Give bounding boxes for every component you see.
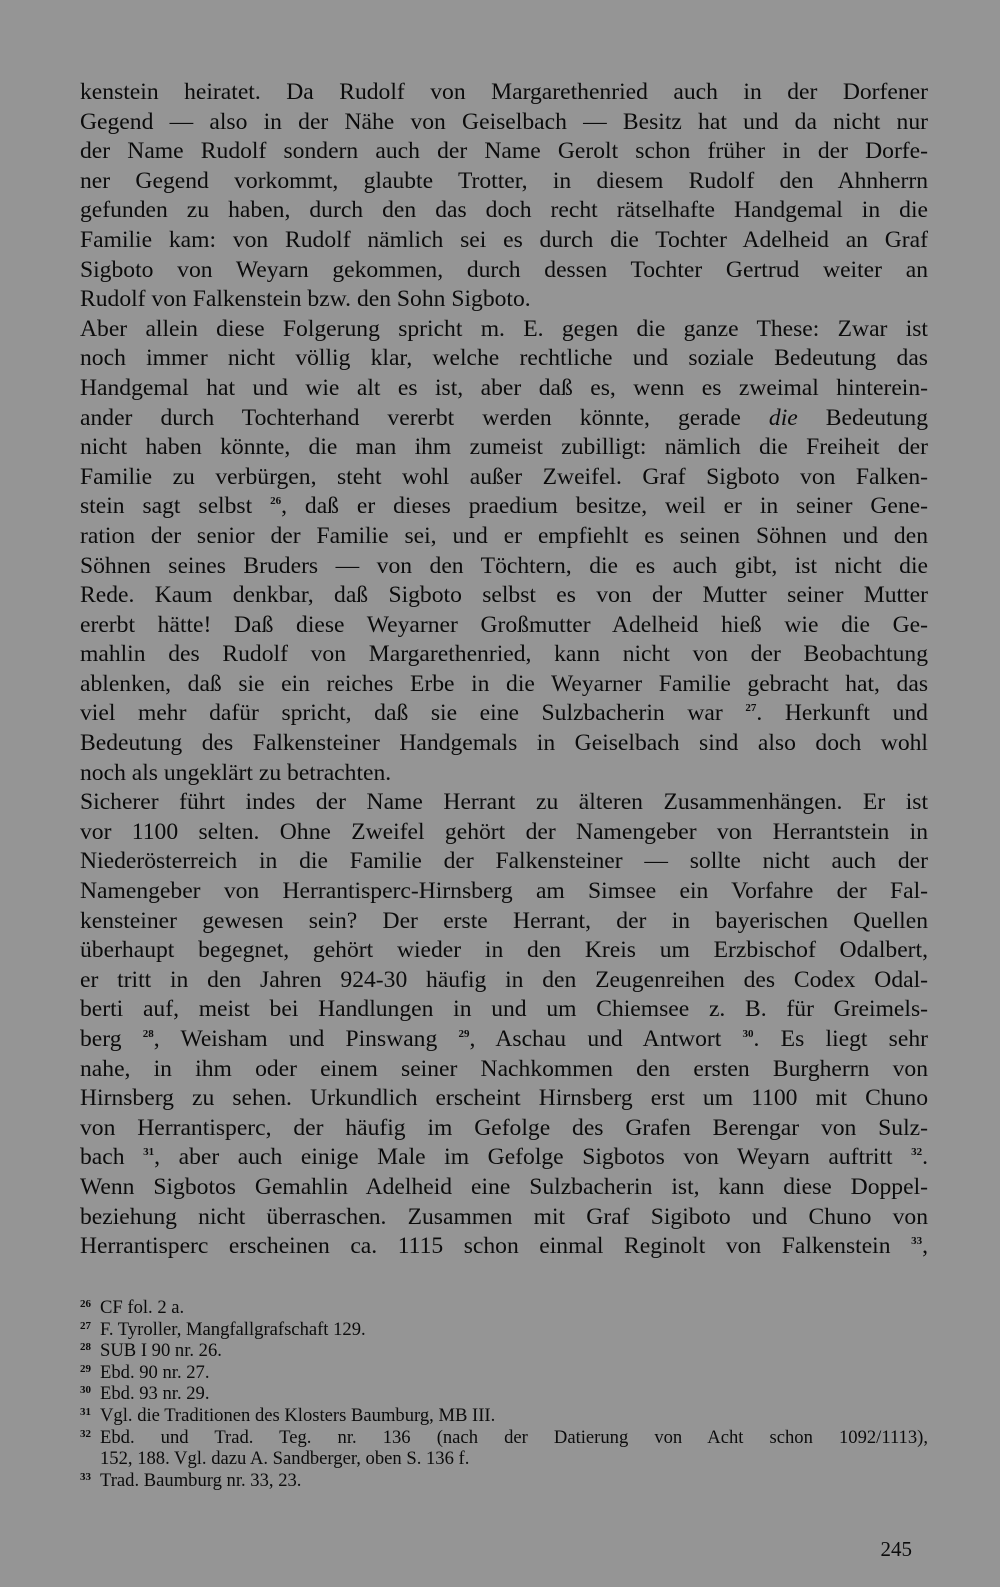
- footnote-text: SUB I 90 nr. 26.: [100, 1340, 222, 1362]
- footnote-text: Ebd. und Trad. Teg. nr. 136 (nach der Datierung von Acht schon 1092/1113),: [100, 1426, 928, 1448]
- text-segment: . Herkunft und: [756, 700, 928, 727]
- text-segment: kensteiner gewesen sein? Der erste Herrant, der in bayerischen Quellen: [80, 907, 928, 934]
- footnote: 27 F. Tyroller, Mangfallgrafschaft 129.: [80, 1318, 366, 1340]
- text-line: [80, 699, 928, 729]
- text-segment: Familie zu verbürgen, steht wohl außer Zweifel. Graf Sigboto von Falken-: [80, 463, 928, 490]
- footnote-ref: 27: [745, 702, 757, 715]
- text-segment: , Aschau und Antwort: [469, 1026, 743, 1052]
- footnote-ref: 30: [742, 1028, 754, 1040]
- text-segment: Aber allein diese Folgerung spricht m. E. gegen die ganze These: Zwar ist: [80, 315, 928, 342]
- text-line: [80, 226, 928, 256]
- text-line: [80, 1025, 928, 1055]
- text-segment: er tritt in den Jahren 924-30 häufig in den Zeugenreihen des Codex Odal-: [80, 966, 928, 993]
- footnote-ref: 32: [911, 1146, 923, 1159]
- body-text: [80, 78, 928, 1262]
- text-segment: , daß er dieses praedium besitze, weil er in seiner Gene-: [281, 493, 928, 520]
- text-segment: Herrantisperc erscheinen ca. 1115 schon einmal Reginolt von Falkenstein: [80, 1233, 912, 1260]
- text-line: [80, 256, 928, 286]
- text-line: [80, 344, 928, 374]
- text-line: [80, 729, 928, 759]
- footnote-text: 152, 188. Vgl. dazu A. Sandberger, oben S. 136 f.: [100, 1448, 470, 1470]
- text-line: [80, 1055, 928, 1085]
- text-line: [80, 196, 928, 226]
- text-line: [80, 552, 928, 582]
- text-segment: ,: [922, 1233, 928, 1260]
- text-segment: Hirnsberg zu sehen. Urkundlich erscheint Hirnsberg erst um 1100 mit Chuno: [80, 1085, 928, 1112]
- page-number: 245: [880, 1537, 912, 1561]
- footnotes: [80, 1297, 928, 1491]
- text-segment: Sigboto von Weyarn gekommen, durch dessen Tochter Gertrud weiter an: [80, 256, 928, 283]
- footnote-ref: 28: [142, 1028, 154, 1040]
- text-segment: ration der senior der Familie sei, und er empfiehlt es seinen Söhnen und den: [80, 522, 928, 549]
- text-line: [80, 788, 928, 818]
- footnote-ref: 33: [911, 1235, 923, 1248]
- text-line: [80, 433, 928, 463]
- text-line: [80, 78, 928, 108]
- text-line: [80, 966, 928, 996]
- footnote-ref: 31: [143, 1146, 155, 1159]
- text-segment: noch als ungeklärt zu betrachten.: [80, 759, 392, 786]
- text-segment: Niederösterreich in die Familie der Falkensteiner — sollte nicht auch der: [80, 848, 928, 875]
- text-line: [80, 492, 928, 522]
- text-line: [80, 581, 928, 611]
- text-segment: gefunden zu haben, durch den das doch recht rätselhafte Handgemal in die: [80, 197, 928, 224]
- footnote: 26 CF fol. 2 a.: [80, 1297, 185, 1318]
- text-segment: ererbt hätte! Daß diese Weyarner Großmutter Adelheid hieß wie die Ge-: [80, 611, 928, 638]
- footnote-text: Trad. Baumburg nr. 33, 23.: [100, 1469, 302, 1491]
- footnote: [80, 1448, 928, 1470]
- text-segment: Handgemal hat und wie alt es ist, aber daß es, wenn es zweimal hinterein-: [80, 374, 928, 401]
- text-segment: , aber auch einige Male im Gefolge Sigbotos von Weyarn auftritt: [154, 1144, 912, 1171]
- text-segment: Wenn Sigbotos Gemahlin Adelheid eine Sulzbacherin ist, kann diese Doppel-: [80, 1173, 928, 1200]
- footnote-ref: 29: [458, 1028, 470, 1040]
- text-line: [80, 907, 928, 937]
- text-segment: beziehung nicht überraschen. Zusammen mit Graf Sigiboto und Chuno von: [80, 1203, 928, 1230]
- text-segment: . Es liegt sehr: [753, 1026, 928, 1052]
- text-line: [80, 108, 928, 138]
- text-line: [80, 374, 928, 404]
- text-line: [80, 1173, 928, 1203]
- text-line: [80, 847, 928, 877]
- emphasis-text: die: [768, 404, 798, 431]
- text-segment: berg: [80, 1026, 143, 1052]
- text-line: [80, 463, 928, 493]
- text-line: [80, 877, 928, 907]
- text-segment: kenstein heiratet. Da Rudolf von Margarethenried auch in der Dorfener: [80, 79, 928, 105]
- text-line: [80, 1114, 928, 1144]
- text-line: [80, 137, 928, 167]
- text-segment: von Herrantisperc, der häufig im Gefolge des Grafen Berengar von Sulz-: [80, 1114, 928, 1141]
- text-segment: Namengeber von Herrantisperc-Hirnsberg am Simsee ein Vorfahre der Fal-: [80, 878, 928, 905]
- text-line: [80, 995, 928, 1025]
- text-line: [80, 167, 928, 197]
- text-segment: vor 1100 selten. Ohne Zweifel gehört der Namengeber von Herrantstein in: [80, 818, 928, 845]
- text-segment: nicht haben könnte, die man ihm zumeist zubilligt: nämlich die Freiheit der: [80, 434, 928, 461]
- footnote: 31 Vgl. die Traditionen des Klosters Baumburg, MB III.: [80, 1404, 496, 1426]
- text-line: [80, 670, 928, 700]
- text-segment: der Name Rudolf sondern auch der Name Gerolt schon früher in der Dorfe-: [80, 138, 928, 165]
- text-segment: Bedeutung des Falkensteiner Handgemals in Geiselbach sind also doch wohl: [80, 730, 928, 757]
- text-segment: berti auf, meist bei Handlungen in und um Chiemsee z. B. für Greimels-: [80, 996, 928, 1023]
- text-line: [80, 1232, 928, 1262]
- text-segment: bach: [80, 1144, 144, 1171]
- footnote-text: CF fol. 2 a.: [100, 1297, 185, 1318]
- text-segment: ablenken, daß sie ein reiches Erbe in die Weyarner Familie gebracht hat, das: [80, 670, 928, 697]
- text-segment: ner Gegend vorkommt, glaubte Trotter, in diesem Rudolf den Ahnherrn: [80, 167, 928, 194]
- text-segment: Gegend — also in der Nähe von Geiselbach — Besitz hat und da nicht nur: [80, 108, 928, 135]
- text-line: [80, 936, 928, 966]
- text-segment: Familie kam: von Rudolf nämlich sei es durch die Tochter Adelheid an Graf: [80, 226, 928, 253]
- text-segment: mahlin des Rudolf von Margarethenried, kann nicht von der Beobachtung: [80, 641, 928, 668]
- footnote-text: Vgl. die Traditionen des Klosters Baumburg, MB III.: [100, 1404, 496, 1426]
- footnote-text: Ebd. 90 nr. 27.: [100, 1361, 210, 1383]
- text-segment: überhaupt begegnet, gehört wieder in den Kreis um Erzbischof Odalbert,: [80, 937, 928, 964]
- text-line: [80, 1143, 928, 1173]
- text-segment: Bedeutung: [797, 404, 928, 431]
- footnote: 33 Trad. Baumburg nr. 33, 23.: [80, 1469, 302, 1491]
- footnote: 30 Ebd. 93 nr. 29.: [80, 1383, 210, 1405]
- text-segment: nahe, in ihm oder einem seiner Nachkommen den ersten Burgherrn von: [80, 1055, 928, 1082]
- text-line: [80, 818, 928, 848]
- text-line: [80, 640, 928, 670]
- text-segment: Söhnen seines Bruders — von den Töchtern, die es auch gibt, ist nicht die: [80, 552, 928, 579]
- text-line: [80, 404, 928, 434]
- text-segment: ander durch Tochterhand vererbt werden könnte, gerade: [80, 404, 769, 431]
- footnote: 28 SUB I 90 nr. 26.: [80, 1340, 222, 1362]
- footnote-ref: 26: [270, 495, 282, 508]
- text-line: [80, 522, 928, 552]
- text-segment: noch immer nicht völlig klar, welche rechtliche und soziale Bedeutung das: [80, 345, 928, 372]
- text-segment: stein sagt selbst: [80, 493, 271, 520]
- text-line: [80, 759, 928, 789]
- text-line: [80, 315, 928, 345]
- text-segment: Rudolf von Falkenstein bzw. den Sohn Sigboto.: [80, 286, 531, 313]
- text-line: [80, 285, 928, 315]
- text-line: [80, 1203, 928, 1233]
- text-segment: .: [922, 1144, 928, 1171]
- text-segment: , Weisham und Pinswang: [153, 1026, 459, 1052]
- footnote-text: F. Tyroller, Mangfallgrafschaft 129.: [100, 1318, 366, 1340]
- text-segment: Sicherer führt indes der Name Herrant zu älteren Zusammenhängen. Er ist: [80, 789, 928, 816]
- footnote: 29 Ebd. 90 nr. 27.: [80, 1361, 210, 1383]
- text-line: [80, 611, 928, 641]
- footnote-text: Ebd. 93 nr. 29.: [100, 1383, 210, 1405]
- text-line: [80, 1084, 928, 1114]
- footnote: 32 Ebd. und Trad. Teg. nr. 136 (nach der Datierung von Acht schon 1092/1113),: [80, 1426, 928, 1448]
- text-segment: Rede. Kaum denkbar, daß Sigboto selbst es von der Mutter seiner Mutter: [80, 582, 928, 609]
- text-segment: viel mehr dafür spricht, daß sie eine Sulzbacherin war: [80, 700, 746, 727]
